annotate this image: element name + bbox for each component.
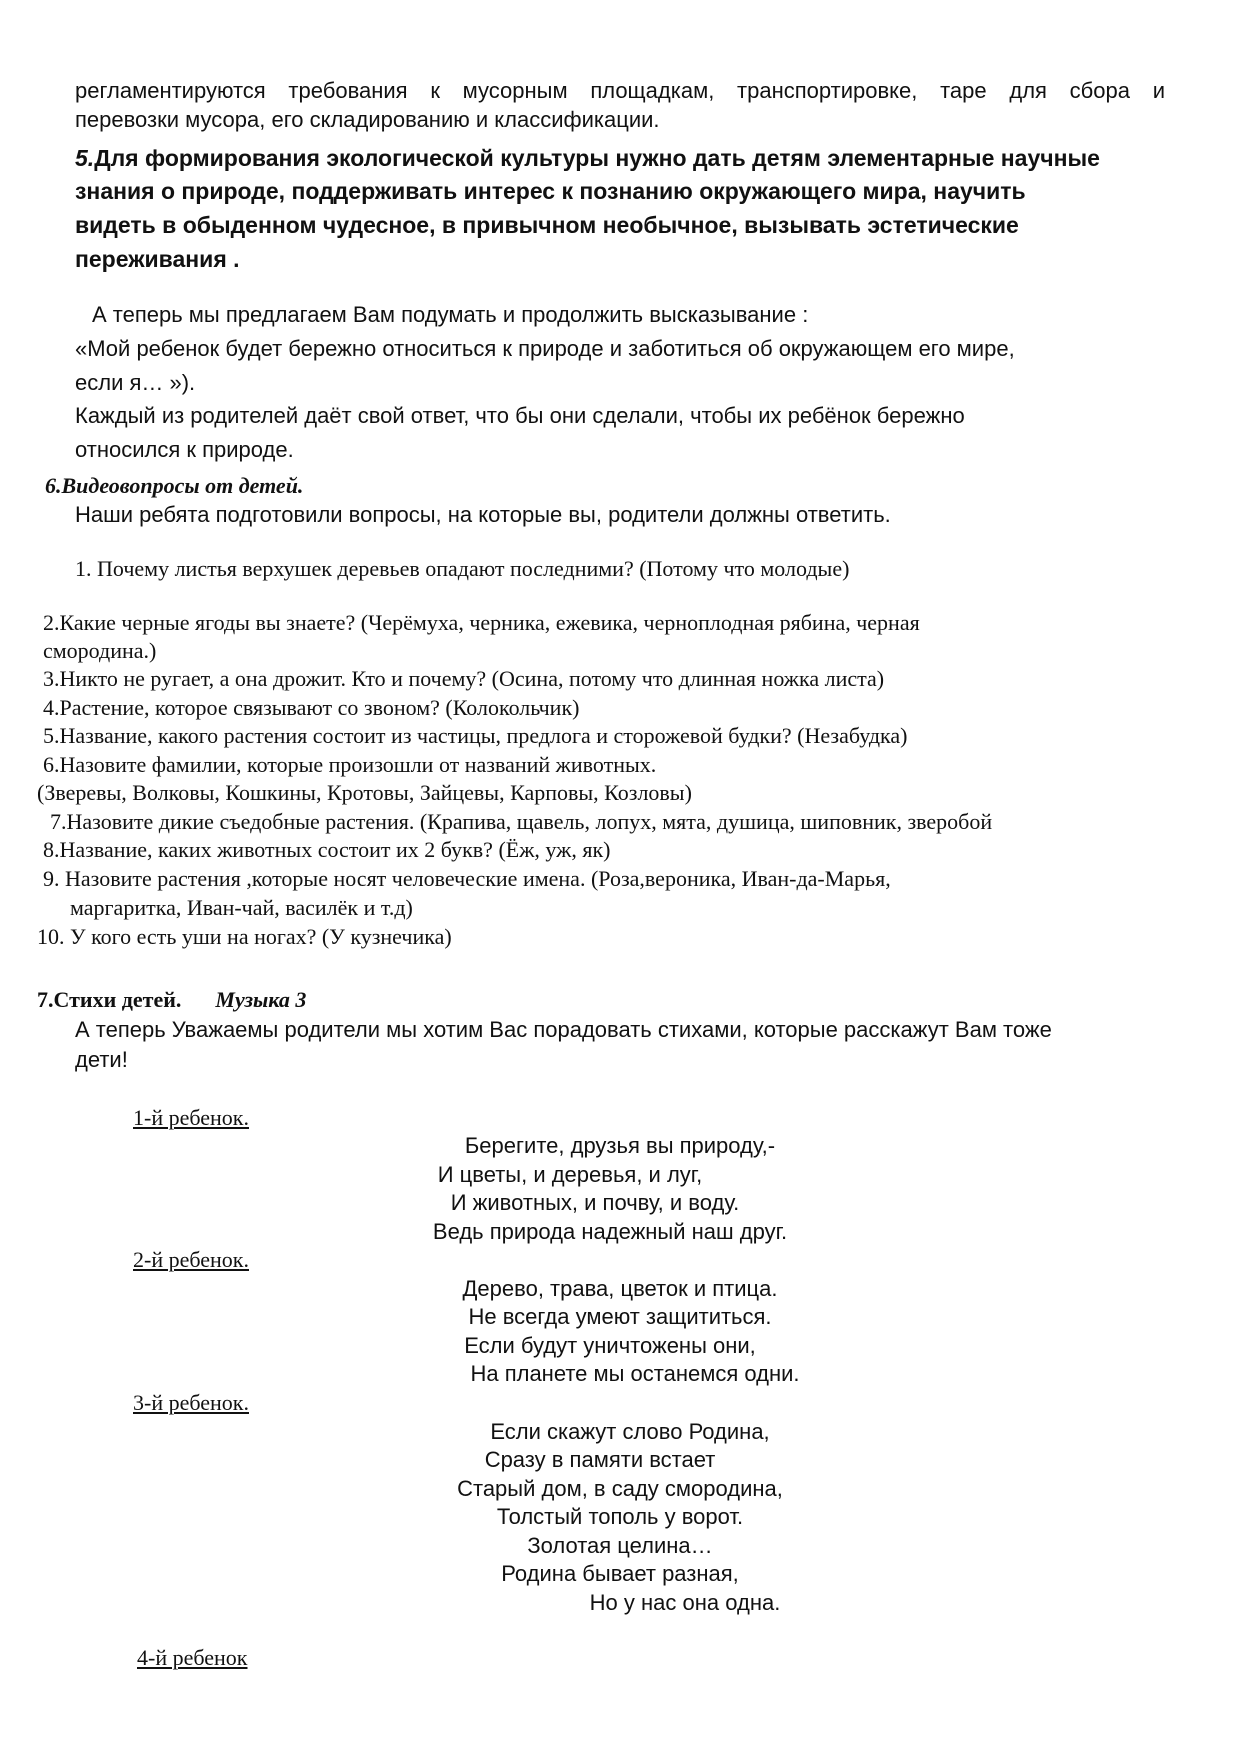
- question-item: 8.Название, каких животных состоит их 2 букв? (Ёж, уж, як): [43, 837, 611, 862]
- question-item: 3.Никто не ругает, а она дрожит. Кто и почему? (Осина, потому что длинная ножка листа): [43, 666, 885, 691]
- poem-3-label: 3-й ребенок.: [133, 1390, 249, 1415]
- poem-3-line: Старый дом, в саду смородина,: [457, 1476, 783, 1501]
- question-item-continuation: (Зверевы, Волковы, Кошкины, Кротовы, Зайцевы, Карповы, Козловы): [37, 780, 692, 805]
- section-6-intro: Наши ребята подготовили вопросы, на которые вы, родители должны ответить.: [75, 502, 891, 527]
- poem-2-line: Дерево, трава, цветок и птица.: [462, 1276, 778, 1301]
- poem-3-line: Если скажут слово Родина,: [490, 1419, 770, 1444]
- prompt-line-4: Каждый из родителей даёт свой ответ, что бы они сделали, чтобы их ребёнок бережно: [75, 403, 965, 428]
- section-5-text-1: Для формирования экологической культуры нужно дать детям элементарные научные: [94, 145, 1100, 171]
- poem-1-line: И цветы, и деревья, и луг,: [437, 1162, 703, 1187]
- question-item: 4.Растение, которое связывают со звоном? (Колокольчик): [43, 695, 580, 720]
- section-5-line-4: переживания .: [75, 246, 240, 272]
- section-5-number: 5.: [75, 145, 95, 171]
- question-item: 10. У кого есть уши на ногах? (У кузнечика): [37, 924, 452, 949]
- poem-2-label: 2-й ребенок.: [133, 1247, 249, 1272]
- section-7-intro-line-1: А теперь Уважаемы родители мы хотим Вас порадовать стихами, которые расскажут Вам тоже: [75, 1017, 1052, 1042]
- section-7-music: Музыка 3: [215, 987, 307, 1012]
- prompt-line-3: если я… »).: [75, 370, 196, 395]
- prompt-line-2: «Мой ребенок будет бережно относиться к природе и заботиться об окружающем его мире,: [75, 336, 1015, 361]
- section-6-heading: 6.Видеовопросы от детей.: [45, 473, 304, 498]
- poem-3-line: Золотая целина…: [527, 1533, 713, 1558]
- poem-1-line: И животных, и почву, и воду.: [450, 1190, 740, 1215]
- section-7-heading-line: [37, 987, 306, 1013]
- prompt-line-1: А теперь мы предлагаем Вам подумать и продолжить высказывание :: [92, 302, 809, 327]
- prompt-line-5: относился к природе.: [75, 437, 294, 462]
- poem-3-line: Сразу в памяти встает: [484, 1447, 716, 1472]
- poem-3-line: Толстый тополь у ворот.: [496, 1504, 744, 1529]
- question-item: 7.Назовите дикие съедобные растения. (Крапива, щавель, лопух, мята, душица, шиповник, зверобой: [50, 809, 993, 834]
- poem-2-line: На планете мы останемся одни.: [470, 1361, 800, 1386]
- poem-1-line: Ведь природа надежный наш друг.: [432, 1219, 788, 1244]
- question-item: 5.Название, какого растения состоит из частицы, предлога и сторожевой будки? (Незабудка): [43, 723, 908, 748]
- poem-2-line: Если будут уничтожены они,: [464, 1333, 756, 1358]
- question-item-continuation: смородина.): [43, 638, 157, 663]
- poem-1-label: 1-й ребенок.: [133, 1105, 249, 1130]
- section-5-line-2: знания о природе, поддерживать интерес к познанию окружающего мира, научить: [75, 178, 1026, 204]
- poem-3-line: Родина бывает разная,: [501, 1561, 739, 1586]
- poem-2-line: Не всегда умеют защититься.: [468, 1304, 772, 1329]
- question-item: 1. Почему листья верхушек деревьев опадают последними? (Потому что молодые): [75, 556, 850, 581]
- intro-paragraph-line-2: перевозки мусора, его складированию и классификации.: [75, 107, 660, 132]
- poem-1-line: Берегите, друзья вы природу,-: [464, 1133, 776, 1158]
- section-5-line-3: видеть в обыденном чудесное, в привычном необычное, вызывать эстетические: [75, 212, 1019, 238]
- poem-4-label: 4-й ребенок: [137, 1645, 248, 1670]
- section-7-intro-line-2: дети!: [75, 1047, 128, 1072]
- section-5-line-1: [75, 145, 1100, 172]
- question-item: 2.Какие черные ягоды вы знаете? (Черёмуха, черника, ежевика, черноплодная рябина, черная: [43, 610, 920, 635]
- question-item: 6.Назовите фамилии, которые произошли от названий животных.: [43, 752, 657, 777]
- question-item: 9. Назовите растения ,которые носят человеческие имена. (Роза,вероника, Иван-да-Марья,: [43, 866, 891, 891]
- question-item-continuation: маргаритка, Иван-чай, василёк и т.д): [70, 895, 413, 920]
- intro-paragraph-line-1: регламентируются требования к мусорным площадкам, транспортировке, таре для сбора и: [75, 78, 1165, 103]
- section-7-heading: 7.Стихи детей.: [37, 987, 182, 1012]
- poem-3-line: Но у нас она одна.: [589, 1590, 781, 1615]
